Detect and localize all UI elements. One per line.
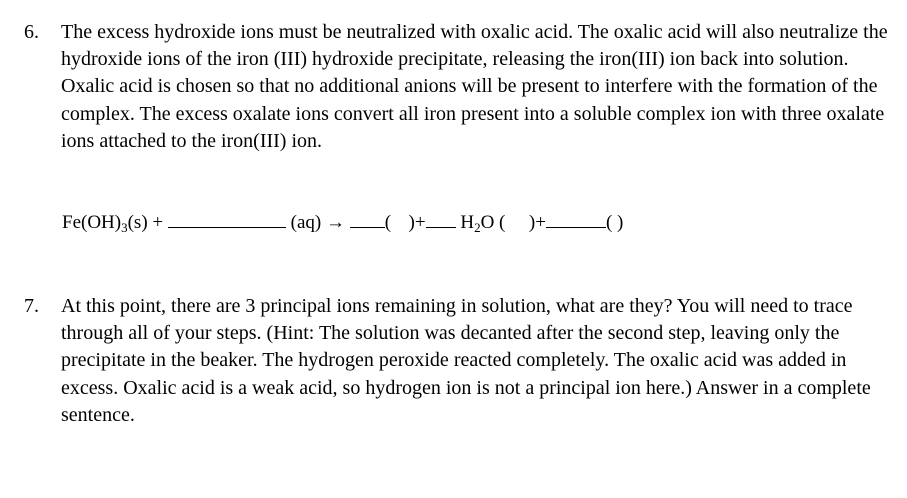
question-7-number: 7. — [24, 295, 39, 317]
water-h: H — [460, 212, 475, 233]
question-6-number: 6. — [24, 21, 39, 43]
product-1-state-close: )+ — [408, 212, 426, 233]
question-7-text: At this point, there are 3 principal ions remaining in solution, what are they? You will need to trace through all of your steps. (Hint: The solution was decanted after the second step, leaving only the precipitate in the beaker. The hydrogen peroxide reacted completely. The oxalic acid was added in excess. Oxalic acid is a weak acid, so hydrogen ion is not a principal ion here.) Answer in a complete sentence. — [61, 295, 871, 426]
reaction-equation — [62, 211, 623, 236]
blank-water-coefficient[interactable] — [426, 226, 456, 228]
reactant-formula-prefix: Fe(OH) — [62, 212, 122, 233]
blank-product-1[interactable] — [350, 226, 385, 228]
blank-product-3[interactable] — [546, 226, 606, 228]
product-1-state-open: ( — [384, 212, 392, 233]
product-3-state: ( ) — [605, 212, 624, 233]
reactant-subscript: 3 — [121, 220, 128, 235]
blank-reactant-2[interactable] — [168, 226, 286, 228]
state-aq-label: (aq) — [290, 212, 322, 233]
question-6-text: The excess hydroxide ions must be neutralized with oxalic acid. The oxalic acid will also neutralize the hydroxide ions of the iron (III) hydroxide precipitate, releasing the iron(III) ion back into solution. Oxalic acid is chosen so that no additional anions will be present to interfere with the formation of the complex. The excess oxalate ions convert all iron present into a soluble complex ion with three oxalate ions attached to the iron(III) ion. — [61, 21, 888, 152]
water-formula — [460, 211, 505, 236]
reaction-arrow: → — [325, 212, 345, 233]
reactant-state: (s) + — [127, 212, 164, 233]
water-subscript: 2 — [474, 220, 481, 235]
water-o: O ( — [480, 212, 506, 233]
reactant-formula — [62, 211, 163, 236]
water-state-close: )+ — [528, 212, 546, 233]
